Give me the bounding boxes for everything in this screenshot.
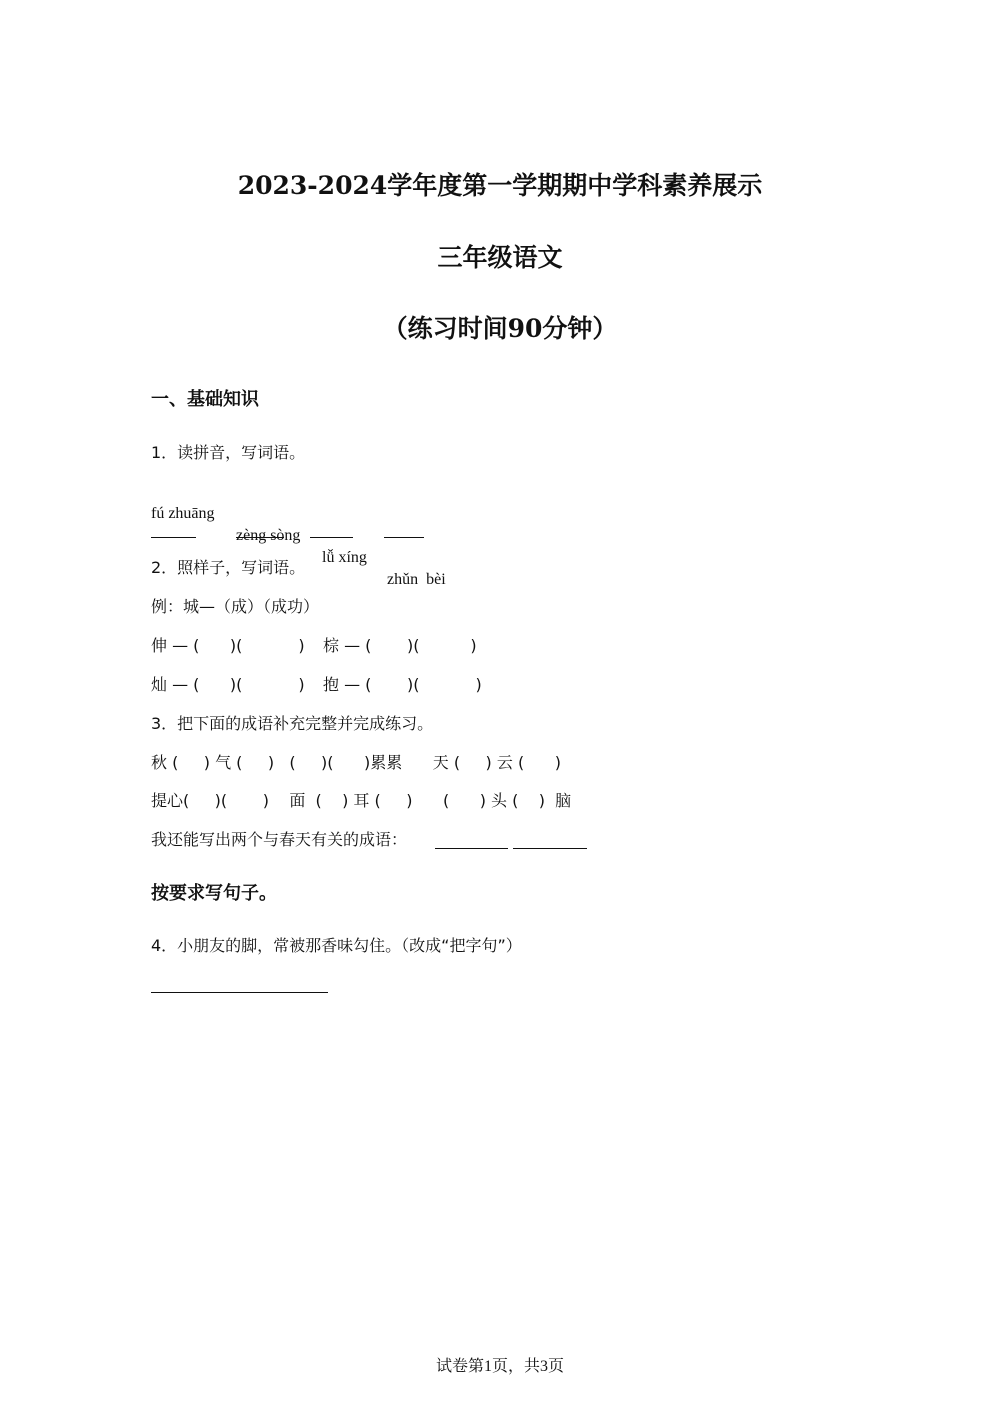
- section-heading-basics: 一、基础知识: [151, 389, 259, 410]
- question-4-prompt: 4．小朋友的脚，常被那香味勾住。（改成“把字句”）: [151, 936, 522, 955]
- pinyin-row: [0, 481, 1000, 591]
- spring-idiom-blank-1[interactable]: [435, 848, 508, 849]
- pinyin-1: fú zhuāng: [151, 505, 215, 522]
- question-3-prompt: 3．把下面的成语补充完整并完成练习。: [151, 714, 434, 733]
- q2-row2-item-a: 灿 — ( )( ): [151, 675, 305, 694]
- question-1-prompt: 1．读拼音，写词语。: [151, 443, 306, 462]
- page-footer: 试卷第1页，共3页: [435, 1358, 564, 1375]
- question-2-prompt: 2．照样子，写词语。: [151, 558, 306, 577]
- question-2-example: 例：城—（成）（成功）: [151, 597, 320, 616]
- section-heading-sentences: 按要求写句子。: [151, 883, 277, 904]
- q3-idiom-row-1: 秋 ( ) 气 ( ) ( )( )累累 天 ( ) 云 ( ): [151, 753, 561, 772]
- answer-blank-4[interactable]: [384, 537, 424, 538]
- spring-idiom-blank-2[interactable]: [513, 848, 587, 849]
- pinyin-4: zhǔn bèi: [387, 571, 446, 588]
- q2-row1-item-a: 伸 — ( )( ): [151, 636, 305, 655]
- q3-spring-idioms-prompt: 我还能写出两个与春天有关的成语：: [151, 830, 408, 849]
- answer-blank-2[interactable]: [236, 537, 284, 538]
- answer-blank-1[interactable]: [151, 537, 196, 538]
- pinyin-2: zèng sòng: [236, 527, 301, 544]
- grade-subject-title: 三年级语文: [437, 243, 563, 272]
- pinyin-3: lǚ xíng: [322, 549, 367, 566]
- q2-row1-item-b: 棕 — ( )( ): [323, 636, 477, 655]
- time-note: （练习时间90分钟）: [382, 314, 618, 343]
- q4-answer-blank[interactable]: [151, 992, 328, 993]
- q3-idiom-row-2: 提心( )( ) 面 ( ) 耳 ( ) ( ) 头 ( ) 脑: [151, 791, 572, 810]
- exam-title: 2023-2024学年度第一学期期中学科素养展示: [237, 171, 763, 200]
- answer-blank-3[interactable]: [310, 537, 353, 538]
- q2-row2-item-b: 抱 — ( )( ): [323, 675, 482, 694]
